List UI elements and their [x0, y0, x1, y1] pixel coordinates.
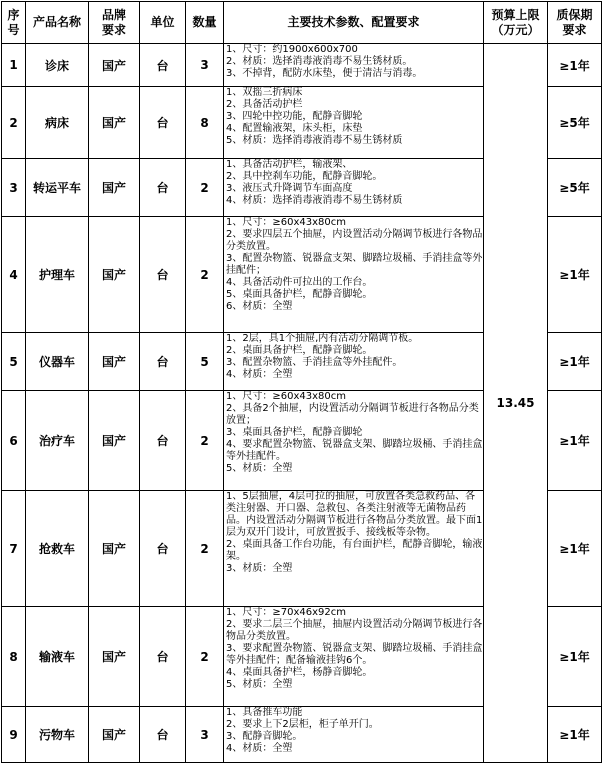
row-qty: 2	[186, 491, 224, 607]
row-warranty: ≥1年	[548, 391, 602, 491]
row-seq: 3	[2, 159, 26, 217]
header-brand: 品牌 要求	[89, 2, 140, 44]
row-seq: 7	[2, 491, 26, 607]
row-warranty: ≥5年	[548, 159, 602, 217]
row-unit: 台	[140, 491, 186, 607]
row-unit: 台	[140, 44, 186, 87]
row-qty: 8	[186, 87, 224, 159]
row-name: 仪器车	[26, 333, 89, 391]
row-brand: 国产	[89, 607, 140, 707]
row-spec: 1、尺寸：≥70x46x92cm 2、要求二层三个抽屉，抽屉内设置活动分隔调节板进行各物品分类放置。 3、要求配置杂物篮、锐器盒支架、脚踏垃圾桶、手消挂盒等外挂配件；配备输液挂钩6个。 4、桌面具备护栏，杨静音脚轮。 5、材质：全塑	[224, 607, 484, 707]
row-qty: 3	[186, 707, 224, 763]
row-qty: 2	[186, 217, 224, 333]
row-name: 病床	[26, 87, 89, 159]
row-spec: 1、尺寸：≥60x43x80cm 2、具备2个抽屉，内设置活动分隔调节板进行各物品分类放置； 3、桌面具备护栏，配静音脚轮 4、要求配置杂物篮、锐器盒支架、脚踏垃圾桶、手消挂盒等外挂配件。 5、材质：全塑	[224, 391, 484, 491]
header-seq: 序 号	[2, 2, 26, 44]
row-warranty: ≥1年	[548, 491, 602, 607]
header-spec: 主要技术参数、配置要求	[224, 2, 484, 44]
row-name: 诊床	[26, 44, 89, 87]
row-seq: 1	[2, 44, 26, 87]
row-spec: 1、具备推车功能 2、要求上下2层柜，柜子单开门。 3、配静音脚轮。 4、材质：全塑	[224, 707, 484, 763]
row-warranty: ≥1年	[548, 707, 602, 763]
budget-cell: 13.45	[484, 44, 548, 763]
row-name: 输液车	[26, 607, 89, 707]
row-brand: 国产	[89, 391, 140, 491]
header-warranty: 质保期 要求	[548, 2, 602, 44]
row-name: 护理车	[26, 217, 89, 333]
row-brand: 国产	[89, 491, 140, 607]
header-unit: 单位	[140, 2, 186, 44]
row-unit: 台	[140, 87, 186, 159]
row-unit: 台	[140, 607, 186, 707]
row-warranty: ≥1年	[548, 44, 602, 87]
row-seq: 9	[2, 707, 26, 763]
row-seq: 4	[2, 217, 26, 333]
row-brand: 国产	[89, 707, 140, 763]
header-row	[2, 2, 602, 44]
row-seq: 5	[2, 333, 26, 391]
row-brand: 国产	[89, 159, 140, 217]
row-name: 抢救车	[26, 491, 89, 607]
row-spec: 1、5层抽屉，4层可拉的抽屉，可放置各类急救药品、各类注射器、开口器、急救包、各类注射液等无菌物品药品。内设置活动分隔调节板进行各物品分类放置。最下面1层为双开门设计，可放置扳手、接线板等杂物。 2、桌面具备工作台功能，有台面护栏，配静音脚轮，输液架。 3、材质：全塑	[224, 491, 484, 607]
row-warranty: ≥5年	[548, 87, 602, 159]
row-unit: 台	[140, 333, 186, 391]
header-qty: 数量	[186, 2, 224, 44]
row-unit: 台	[140, 159, 186, 217]
header-budget: 预算上限 （万元）	[484, 2, 548, 44]
row-brand: 国产	[89, 87, 140, 159]
row-qty: 2	[186, 391, 224, 491]
row-spec: 1、具备活动护栏，输液架、 2、具中控刹车功能，配静音脚轮。 3、液压式升降调节车面高度 4、材质：选择消毒液消毒不易生锈材质	[224, 159, 484, 217]
row-warranty: ≥1年	[548, 333, 602, 391]
row-qty: 3	[186, 44, 224, 87]
row-qty: 2	[186, 159, 224, 217]
row-warranty: ≥1年	[548, 217, 602, 333]
row-name: 治疗车	[26, 391, 89, 491]
row-name: 污物车	[26, 707, 89, 763]
row-brand: 国产	[89, 44, 140, 87]
row-unit: 台	[140, 707, 186, 763]
row-seq: 2	[2, 87, 26, 159]
row-spec: 1、2层，具1个抽屉,内有活动分隔调节板。 2、桌面具备护栏，配静音脚轮。 3、配置杂物篮、手消挂盒等外挂配件。 4、材质：全塑	[224, 333, 484, 391]
row-spec: 1、双摇三折病床 2、具备活动护栏 3、四轮中控功能，配静音脚轮 4、配置输液架，床头柜，床垫 5、材质：选择消毒液消毒不易生锈材质	[224, 87, 484, 159]
table-row	[2, 44, 602, 87]
row-brand: 国产	[89, 217, 140, 333]
row-qty: 2	[186, 607, 224, 707]
header-name: 产品名称	[26, 2, 89, 44]
row-seq: 6	[2, 391, 26, 491]
row-unit: 台	[140, 391, 186, 491]
row-seq: 8	[2, 607, 26, 707]
row-spec: 1、尺寸：约1900x600x700 2、材质：选择消毒液消毒不易生锈材质。 3、不掉背，配防水床垫，便于清洁与消毒。	[224, 44, 484, 87]
row-name: 转运平车	[26, 159, 89, 217]
row-spec: 1、尺寸：≥60x43x80cm 2、要求四层五个抽屉，内设置活动分隔调节板进行各物品分类放置。 3、配置杂物篮、锐器盒支架、脚踏垃圾桶、手消挂盒等外挂配件； 4、具备活动件可拉出的工作台。 5、桌面具备护栏，配静音脚轮。 6、材质：全塑	[224, 217, 484, 333]
row-qty: 5	[186, 333, 224, 391]
row-brand: 国产	[89, 333, 140, 391]
row-warranty: ≥1年	[548, 607, 602, 707]
procurement-table	[1, 1, 602, 763]
row-unit: 台	[140, 217, 186, 333]
